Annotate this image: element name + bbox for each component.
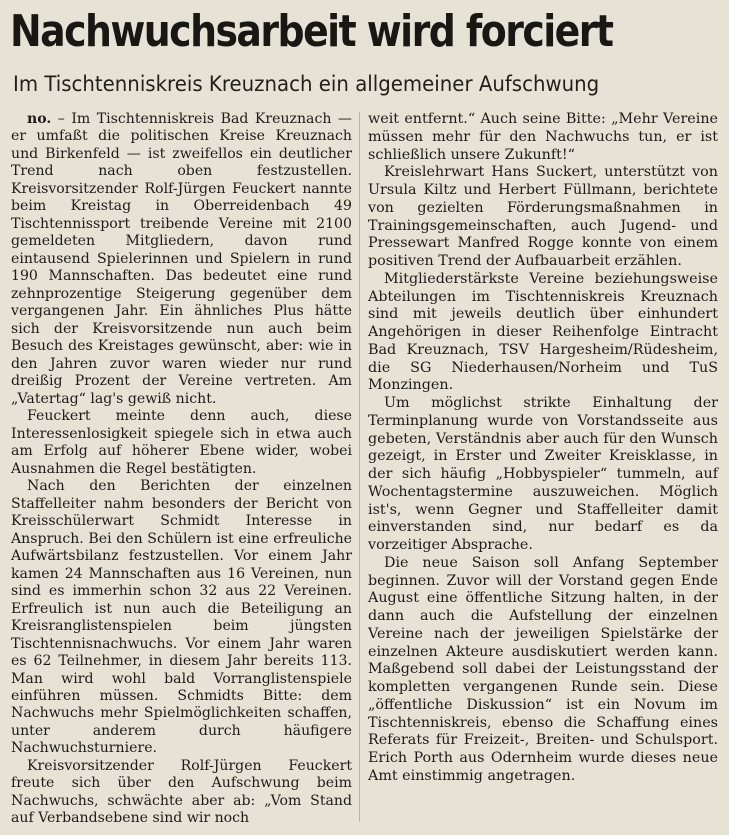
author-tag: no. <box>27 111 52 127</box>
paragraph-continuation: weit entfernt.“ Auch seine Bitte: „Mehr Vereine müssen mehr für den Nachwuchs tun, er ist schließlich unsere Zukunft!“ <box>368 111 718 163</box>
paragraph-vereine: Mitgliederstärkste Vereine beziehungsweise Abteilungen im Tischtenniskreis Kreuznach sind mit jeweils deutlich über einhundert Angehörigen in dieser Reihenfolge Eintracht Bad Kreuznach, TSV Hargesheim/Rüdesheim, die SG Niederhausen/Norheim und TuS Monzingen. <box>368 270 718 394</box>
paragraph-saison: Die neue Saison soll Anfang September beginnen. Zuvor will der Vorstand gegen Ende August eine öffentliche Sitzung halten, in der dann auch die Aufstellung der einzelnen Vereine nach der jeweiligen Spielstärke der einzelnen Akteure ausdiskutiert werden kann. Maßgebend soll dabei der Leistungsstand der kompletten vergangenen Runde sein. Diese „öffentliche Diskussion“ ist ein Novum im Tischtenniskreis, ebenso die Schaffung eines Referats für Freizeit-, Breiten- und Schulsport. Erich Porth aus Odernheim wurde dieses neue Amt einstimmig angetragen. <box>368 554 718 784</box>
paragraph-aufschwung: Kreisvorsitzender Rolf-Jürgen Feuckert freute sich über den Aufschwung beim Nachwuchs, schwächte aber ab: „Vom Stand auf Verbandsebene sind wir noch <box>11 757 352 827</box>
paragraph-kreislehrwart: Kreislehrwart Hans Suckert, unterstützt von Ursula Kiltz und Herbert Füllmann, berichtete von gezielten Förderungsmaßnahmen in Trainingsgemeinschaften, auch Jugend- und Pressewart Manfred Rogge konnte von einem positiven Trend der Aufbauarbeit erzählen. <box>368 164 718 269</box>
paragraph-intro <box>11 111 352 408</box>
paragraph-staffelleiter: Nach den Berichten der einzelnen Staffelleiter nahm besonders der Bericht von Kreisschülerwart Schmidt Interesse in Anspruch. Bei den Schülern ist eine erfreuliche Aufwärtsbilanz festzustellen. Vor einem Jahr kamen 24 Mannschaften aus 16 Vereinen, nun sind es immerhin schon 32 aus 22 Vereinen. Erfreulich ist nun auch die Beteiligung an Kreisranglistenspielen beim jüngsten Tischtennisnachwuchs. Vor einem Jahr waren es 62 Teilnehmer, in diesem Jahr bereits 113. Man wird wohl bald Vorranglistenspiele einführen müssen. Schmidts Bitte: dem Nachwuchs mehr Spielmöglichkeiten schaffen, unter anderem durch häufigere Nachwuchsturniere. <box>11 478 352 757</box>
right-column <box>368 111 718 786</box>
column-divider <box>359 112 360 822</box>
paragraph-intro-text: – Im Tischtenniskreis Bad Kreuznach — er umfaßt die politischen Kreise Kreuznach und Birkenfeld — ist zweifellos ein deutlicher Trend nach oben festzustellen. Kreisvorsitzender Rolf-Jürgen Feuckert nannte beim Kreistag in Oberreidenbach 49 Tischtennissport treibende Vereine mit 2100 gemeldeten Mitgliedern, davon rund eintausend Spielerinnen und Spielern in rund 190 Mannschaften. Das bedeutet eine rund zehnprozentige Steigerung gegenüber dem vergangenen Jahr. Ein ähnliches Plus hätte sich der Kreisvorsitzende nun auch beim Besuch des Kreistages gewünscht, aber: wie in den Jahren zuvor waren wieder nur rund dreißig Prozent der Vereine vertreten. Am „Vatertag“ lag's gewiß nicht. <box>11 111 352 407</box>
subheadline: Im Tischtenniskreis Kreuznach ein allgemeiner Aufschwung <box>13 72 600 96</box>
headline: Nachwuchsarbeit wird forciert <box>10 6 613 57</box>
left-column <box>11 111 352 828</box>
paragraph-feuckert: Feuckert meinte denn auch, diese Interessenlosigkeit spiegele sich in etwa auch am Erfolg auf höherer Ebene wider, wobei Ausnahmen die Regel bestätigten. <box>11 408 352 477</box>
paragraph-terminplanung: Um möglichst strikte Einhaltung der Terminplanung wurde von Vorstandsseite aus gebeten, Verständnis aber auch für den Wunsch gezeigt, in Erster und Zweiter Kreisklasse, in der sich häufig „Hobbyspieler“ tummeln, auf Wochentagstermine auszuweichen. Möglich ist's, wenn Gegner und Staffelleiter damit einverstanden sind, nur bedarf es da vorzeitiger Absprache. <box>368 395 718 553</box>
